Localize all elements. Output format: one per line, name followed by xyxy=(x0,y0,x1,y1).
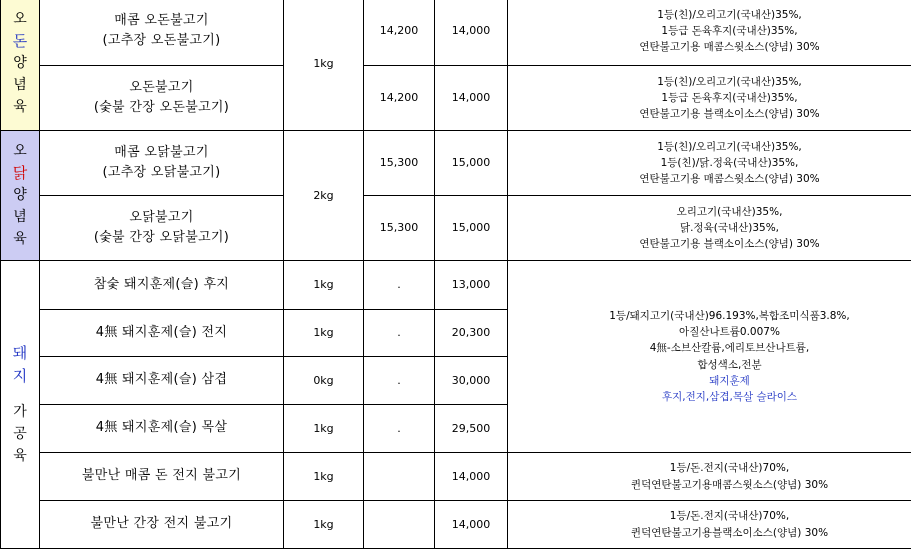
table-row xyxy=(1,131,911,196)
weight-cell: 1kg xyxy=(284,453,364,501)
table-row xyxy=(1,261,911,310)
price-2: 20,300 xyxy=(435,310,508,357)
weight-cell: 2kg xyxy=(284,131,364,261)
category-odak-yangnyeomyuk: 오 닭 양 념 육 xyxy=(1,131,40,261)
price-1 xyxy=(364,453,435,501)
category-pork-processed: 돼 지 가 공 육 xyxy=(1,261,40,549)
price-1 xyxy=(364,501,435,549)
weight-cell: 1kg xyxy=(284,261,364,310)
weight-cell: 0kg xyxy=(284,357,364,405)
price-1: 15,300 xyxy=(364,196,435,261)
table-row xyxy=(1,0,911,66)
weight-cell: 1kg xyxy=(284,310,364,357)
product-name: 오돈불고기 (숯불 간장 오돈불고기) xyxy=(40,66,284,131)
composition-cell: 1등/돈.전지(국내산)70%, 퀸덕연탄불고기용매콤스윗소스(양념) 30% xyxy=(508,453,911,501)
product-name: 불만난 간장 전지 불고기 xyxy=(40,501,284,549)
price-1: 14,200 xyxy=(364,0,435,66)
price-2: 14,000 xyxy=(435,66,508,131)
table-row xyxy=(1,501,911,549)
composition-cell: 1등(친)/오리고기(국내산)35%, 1등급 돈육후지(국내산)35%, 연탄불고기용 블랙소이소스(양념) 30% xyxy=(508,66,911,131)
weight-cell: 1kg xyxy=(284,0,364,131)
table-row xyxy=(1,66,911,131)
product-name: 4無 돼지훈제(슬) 삼겹 xyxy=(40,357,284,405)
price-2: 30,000 xyxy=(435,357,508,405)
price-2: 14,000 xyxy=(435,501,508,549)
composition-cell: 오리고기(국내산)35%, 닭.정육(국내산)35%, 연탄불고기용 블랙소이소스(양념) 30% xyxy=(508,196,911,261)
weight-cell: 1kg xyxy=(284,501,364,549)
price-1: 15,300 xyxy=(364,131,435,196)
price-2: 14,000 xyxy=(435,453,508,501)
composition-cell: 1등/돈.전지(국내산)70%, 퀸덕연탄불고기용블랙소이소스(양념) 30% xyxy=(508,501,911,549)
price-1: 14,200 xyxy=(364,66,435,131)
table-row xyxy=(1,453,911,501)
product-name: 오닭불고기 (숯불 간장 오닭불고기) xyxy=(40,196,284,261)
product-name: 매콤 오돈불고기 (고추장 오돈불고기) xyxy=(40,0,284,66)
product-name: 참숯 돼지훈제(슬) 후지 xyxy=(40,261,284,310)
composition-cell: 1등(친)/오리고기(국내산)35%, 1등급 돈육후지(국내산)35%, 연탄불고기용 매콤스윗소스(양념) 30% xyxy=(508,0,911,66)
product-name: 4無 돼지훈제(슬) 전지 xyxy=(40,310,284,357)
product-name: 4無 돼지훈제(슬) 목살 xyxy=(40,405,284,453)
price-2: 29,500 xyxy=(435,405,508,453)
price-2: 13,000 xyxy=(435,261,508,310)
price-2: 15,000 xyxy=(435,196,508,261)
table-row xyxy=(1,196,911,261)
price-1: . xyxy=(364,405,435,453)
product-name: 불만난 매콤 돈 전지 불고기 xyxy=(40,453,284,501)
product-name: 매콤 오닭불고기 (고추장 오닭불고기) xyxy=(40,131,284,196)
price-1: . xyxy=(364,261,435,310)
price-2: 15,000 xyxy=(435,131,508,196)
price-2: 14,000 xyxy=(435,0,508,66)
weight-cell: 1kg xyxy=(284,405,364,453)
composition-cell-smoked: 1등/돼지고기(국내산)96.193%,복합조미식품3.8%, 아질산나트륨0.007% 4無-소브산칼륨,에리토브산나트륨, 합성색소,전분 돼지훈제 후지,전지,삼겹,목살 슬라이스 xyxy=(508,261,911,453)
composition-cell: 1등(친)/오리고기(국내산)35%, 1등(친)/닭.정육(국내산)35%, 연탄불고기용 매콤스윗소스(양념) 30% xyxy=(508,131,911,196)
price-1: . xyxy=(364,310,435,357)
category-odon-yangnyeomyuk: 오 돈 양 념 육 xyxy=(1,0,40,131)
price-1: . xyxy=(364,357,435,405)
